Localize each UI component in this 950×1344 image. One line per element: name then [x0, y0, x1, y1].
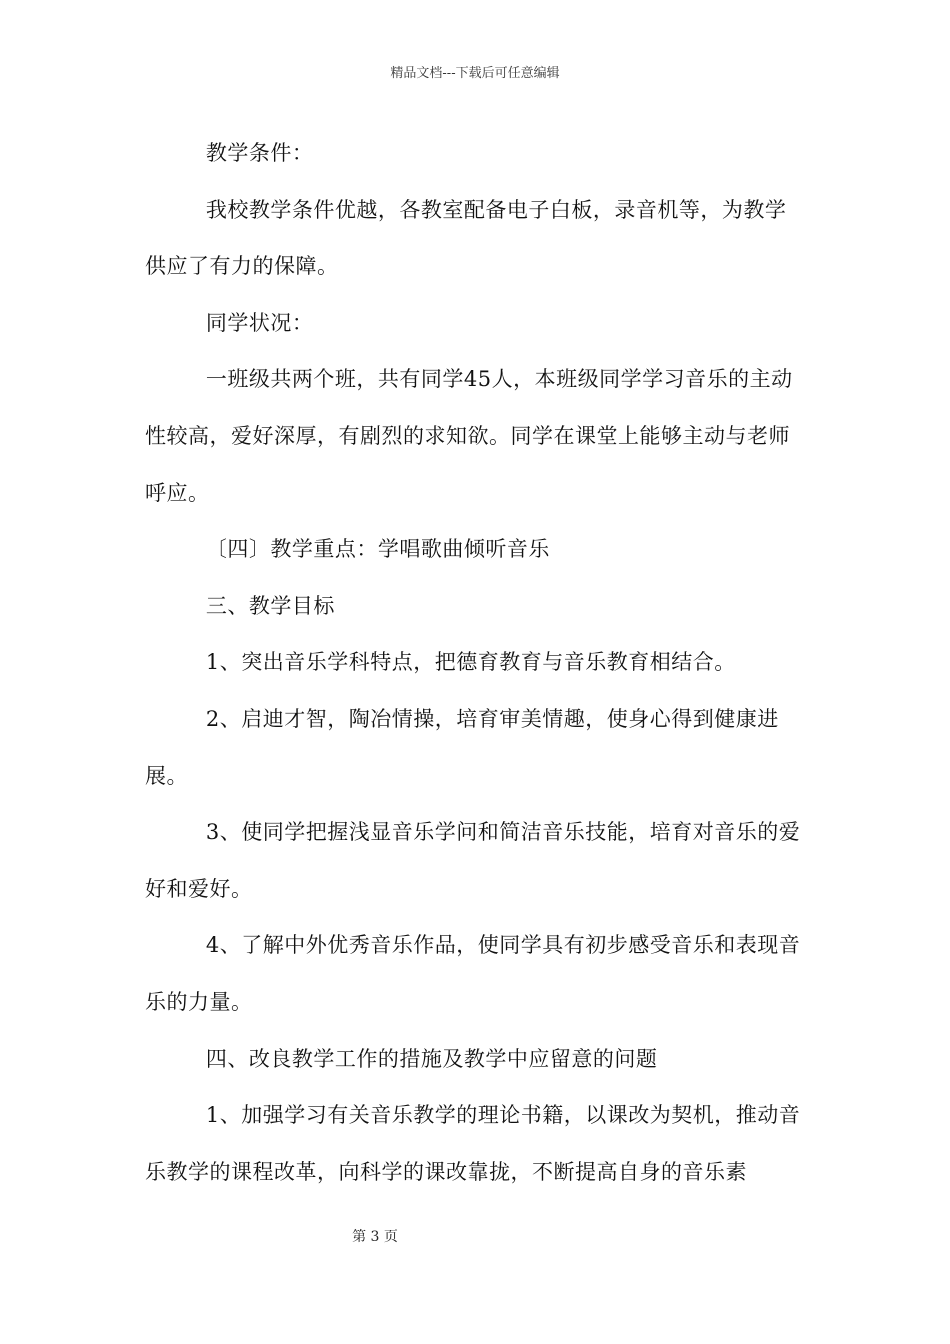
section-heading-improvement-measures: 四、改良教学工作的措施及教学中应留意的问题: [205, 1046, 658, 1071]
page-number: 第 3 页: [352, 1229, 398, 1245]
paragraph-student-status-heading: 同学状况：: [205, 310, 314, 335]
document-body: [145, 125, 807, 1200]
list-item-goal-1: 1、突出音乐学科特点，把德育教育与音乐教育相结合。: [205, 650, 736, 675]
list-item-measure-1: 1、加强学习有关音乐教学的理论书籍，以课改为契机，推动音乐教学的课程改革，向科学的课改靠拢，不断提高自身的音乐素: [145, 1103, 801, 1184]
list-item-goal-3: 3、使同学把握浅显音乐学问和简洁音乐技能，培育对音乐的爱好和爱好。: [145, 820, 801, 901]
paragraph-student-status: 一班级共两个班，共有同学45人，本班级同学学习音乐的主动性较高，爱好深厚，有剧烈的求知欲。同学在课堂上能够主动与老师呼应。: [145, 367, 793, 505]
section-heading-teaching-goals: 三、教学目标: [205, 593, 335, 618]
page-header: 精品文档---下载后可任意编辑: [390, 66, 560, 81]
paragraph-teaching-conditions: 我校教学条件优越，各教室配备电子白板，录音机等，为教学供应了有力的保障。: [145, 197, 787, 279]
list-item-goal-4: 4、了解中外优秀音乐作品，使同学具有初步感受音乐和表现音乐的力量。: [145, 933, 801, 1014]
paragraph-teaching-focus: 〔四〕教学重点：学唱歌曲倾听音乐: [205, 537, 550, 562]
paragraph-teaching-conditions-heading: 教学条件：: [205, 141, 314, 165]
list-item-goal-2: 2、启迪才智，陶冶情操，培育审美情趣，使身心得到健康进展。: [145, 706, 779, 788]
